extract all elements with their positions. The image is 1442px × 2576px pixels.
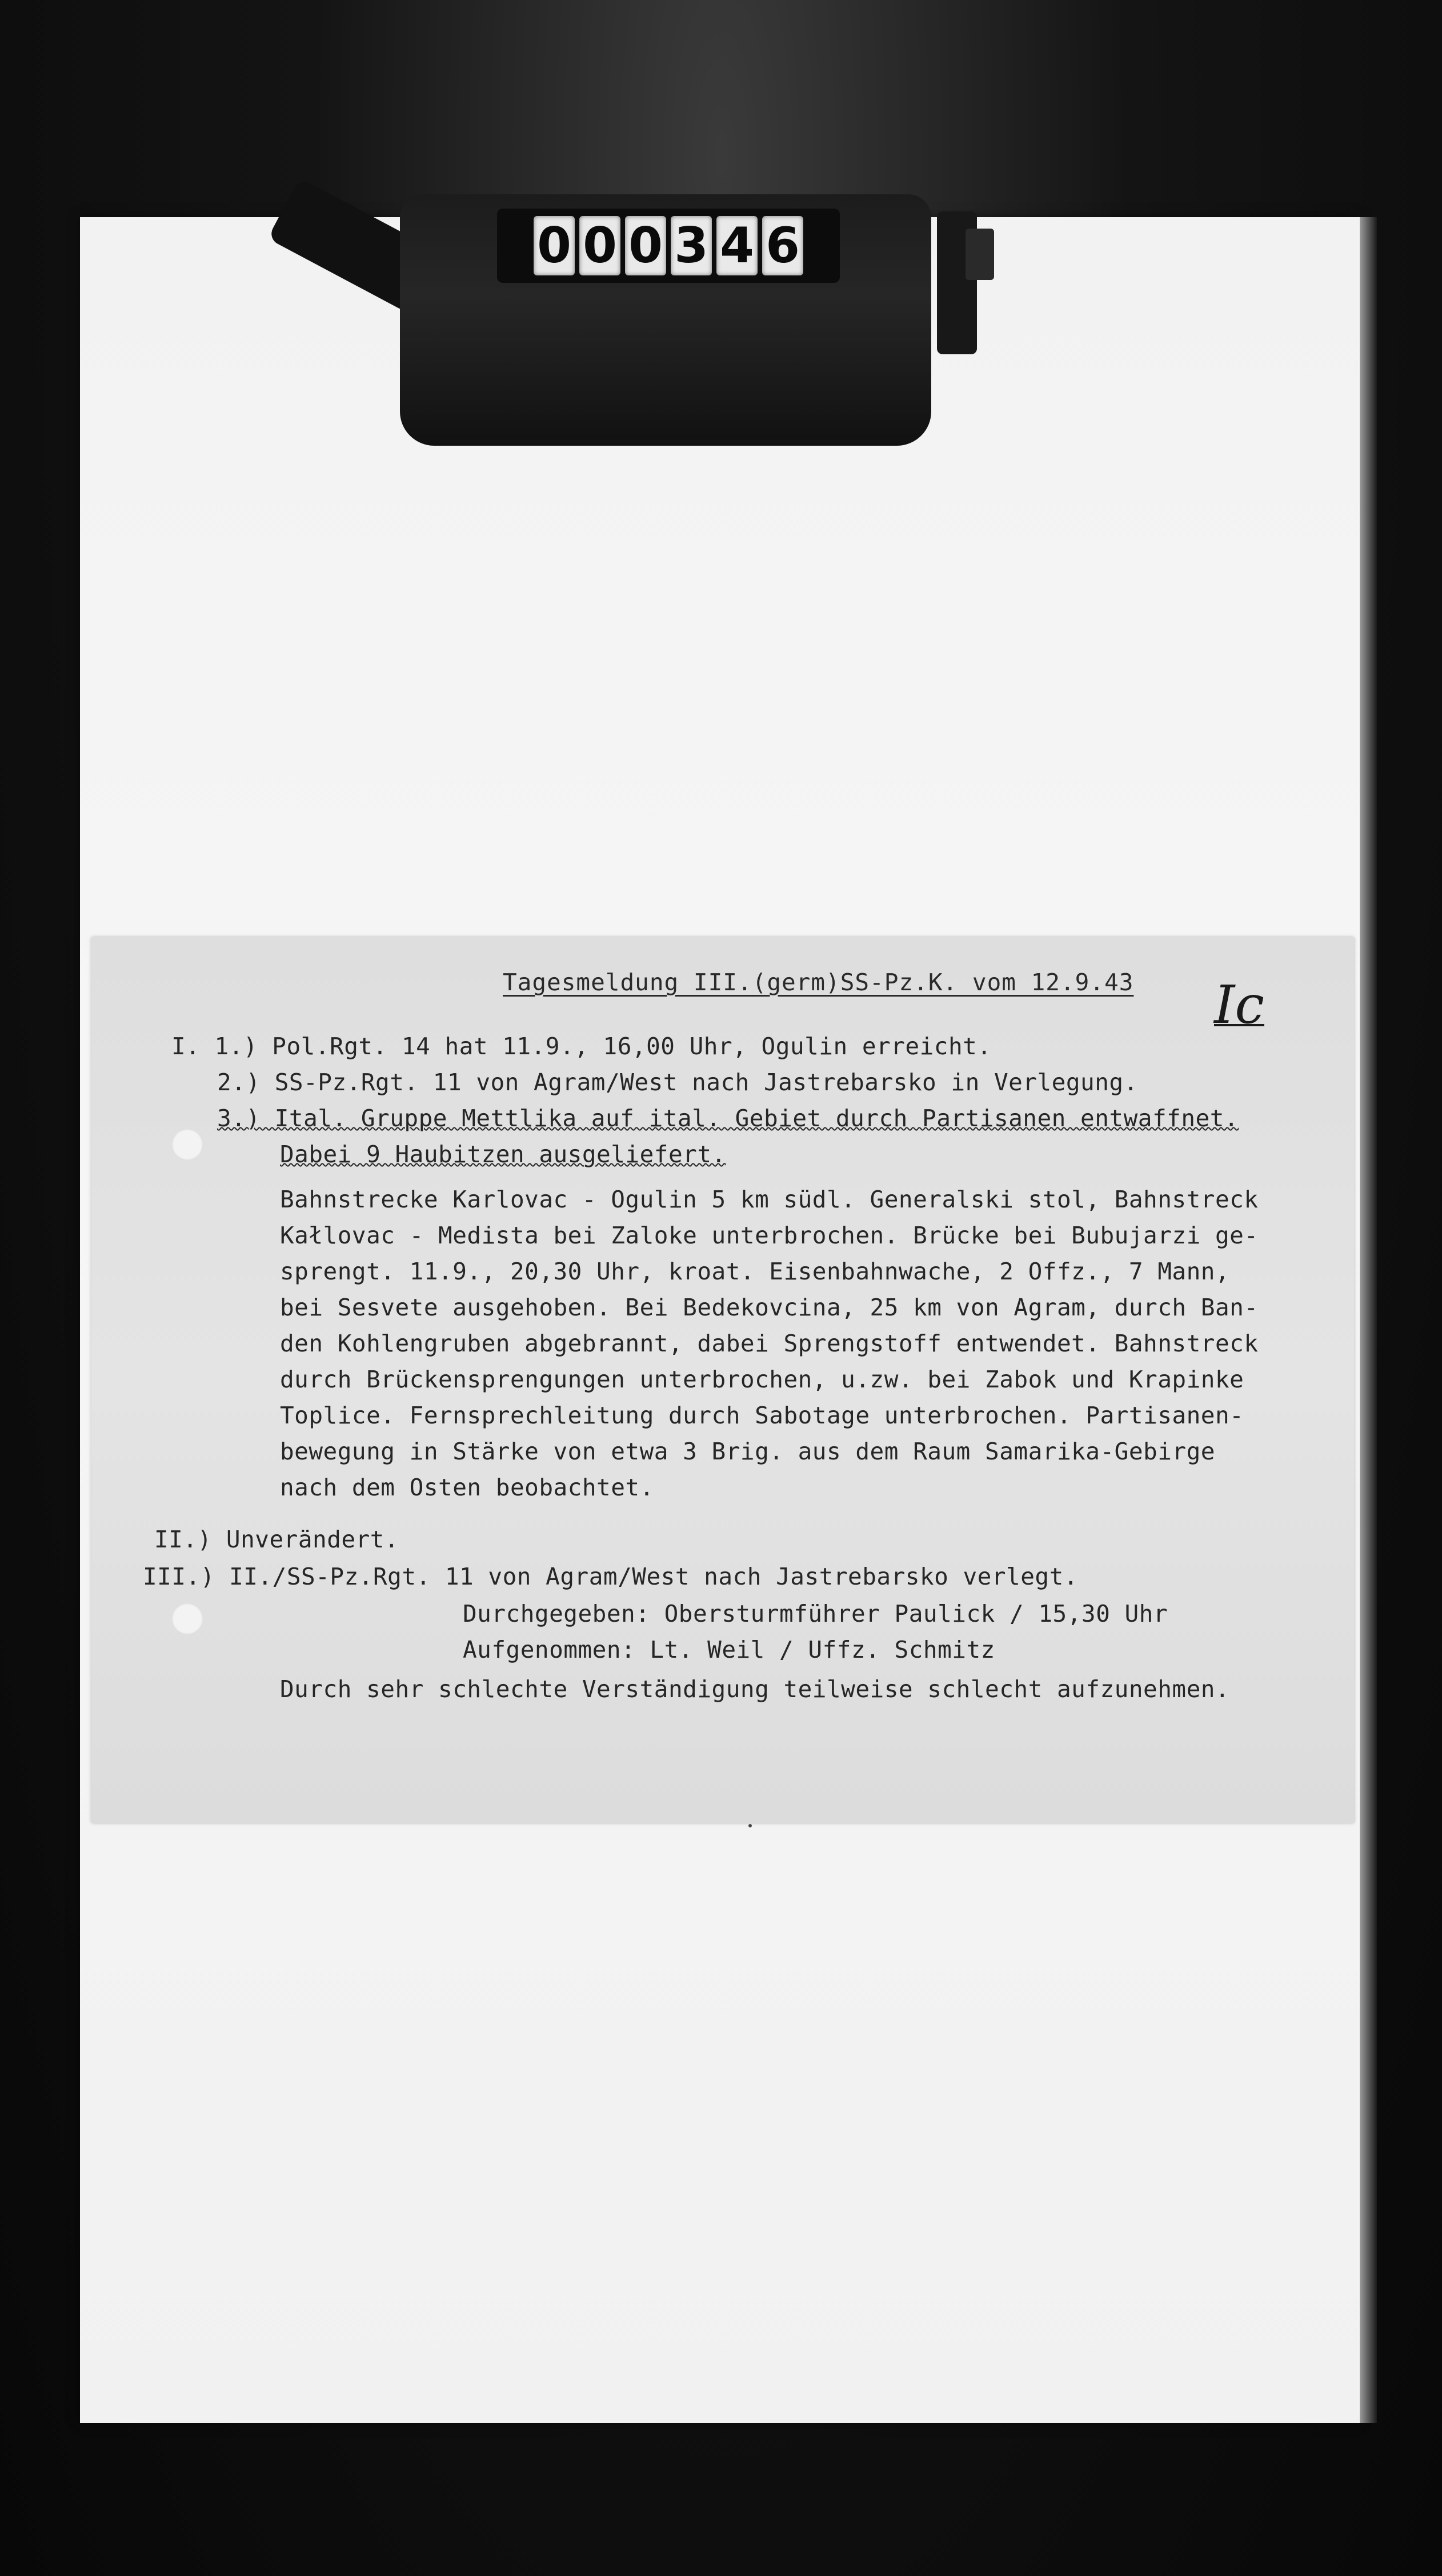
report-line-13: nach dem Osten beobachtet. <box>280 1474 654 1501</box>
report-line-14: II.) Unverändert. <box>154 1526 399 1553</box>
report-line-2: 2.) SS-Pz.Rgt. 11 von Agram/West nach Jastrebarsko in Verlegung. <box>217 1069 1138 1096</box>
counter-digit: 4 <box>716 216 758 275</box>
counter-digit: 6 <box>762 216 803 275</box>
counter-digit: 0 <box>534 216 575 275</box>
counter-knob-cap <box>966 229 994 280</box>
report-line-15: III.) II./SS-Pz.Rgt. 11 von Agram/West nach Jastrebarsko verlegt. <box>143 1563 1078 1590</box>
counter-digit: 3 <box>671 216 712 275</box>
report-line-17: Aufgenommen: Lt. Weil / Uffz. Schmitz <box>463 1636 995 1663</box>
report-line-4: Dabei 9 Haubitzen ausgeliefert. <box>280 1141 726 1168</box>
report-line-6: Kałlovac - Medista bei Zaloke unterbrochen. Brücke bei Bubujarzi ge- <box>280 1222 1259 1249</box>
punch-hole <box>171 1603 203 1635</box>
report-line-12: bewegung in Stärke von etwa 3 Brig. aus dem Raum Samarika-Gebirge <box>280 1438 1215 1465</box>
handwritten-ic-mark: Ic <box>1214 974 1264 1035</box>
counter-window <box>497 209 840 283</box>
counter-digit: 0 <box>579 216 620 275</box>
report-line-10: durch Brückensprengungen unterbrochen, u.zw. bei Zabok und Krapinke <box>280 1366 1244 1393</box>
report-line-8: bei Sesvete ausgehoben. Bei Bedekovcina, 25 km von Agram, durch Ban- <box>280 1294 1259 1321</box>
report-line-16: Durchgegeben: Obersturmführer Paulick / 15,30 Uhr <box>463 1600 1168 1627</box>
report-line-5: Bahnstrecke Karlovac - Ogulin 5 km südl. Generalski stol, Bahnstreck <box>280 1186 1259 1213</box>
frame-counter <box>400 171 931 446</box>
sheet-mark <box>748 1824 752 1827</box>
counter-digit: 0 <box>625 216 666 275</box>
report-line-9: den Kohlengruben abgebrannt, dabei Sprengstoff entwendet. Bahnstreck <box>280 1330 1259 1357</box>
report-title: Tagesmeldung III.(germ)SS-Pz.K. vom 12.9.43 <box>503 969 1134 996</box>
punch-hole <box>171 1129 203 1161</box>
card-edge-shadow <box>1360 217 1377 2423</box>
report-line-3: 3.) Ital. Gruppe Mettlika auf ital. Gebiet durch Partisanen entwaffnet. <box>217 1105 1239 1132</box>
report-line-18: Durch sehr schlechte Verständigung teilweise schlecht aufzunehmen. <box>280 1675 1230 1703</box>
report-line-1: I. 1.) Pol.Rgt. 14 hat 11.9., 16,00 Uhr, Ogulin erreicht. <box>171 1033 992 1060</box>
report-line-11: Toplice. Fernsprechleitung durch Sabotage unterbrochen. Partisanen- <box>280 1402 1244 1429</box>
report-line-7: sprengt. 11.9., 20,30 Uhr, kroat. Eisenbahnwache, 2 Offz., 7 Mann, <box>280 1258 1230 1285</box>
